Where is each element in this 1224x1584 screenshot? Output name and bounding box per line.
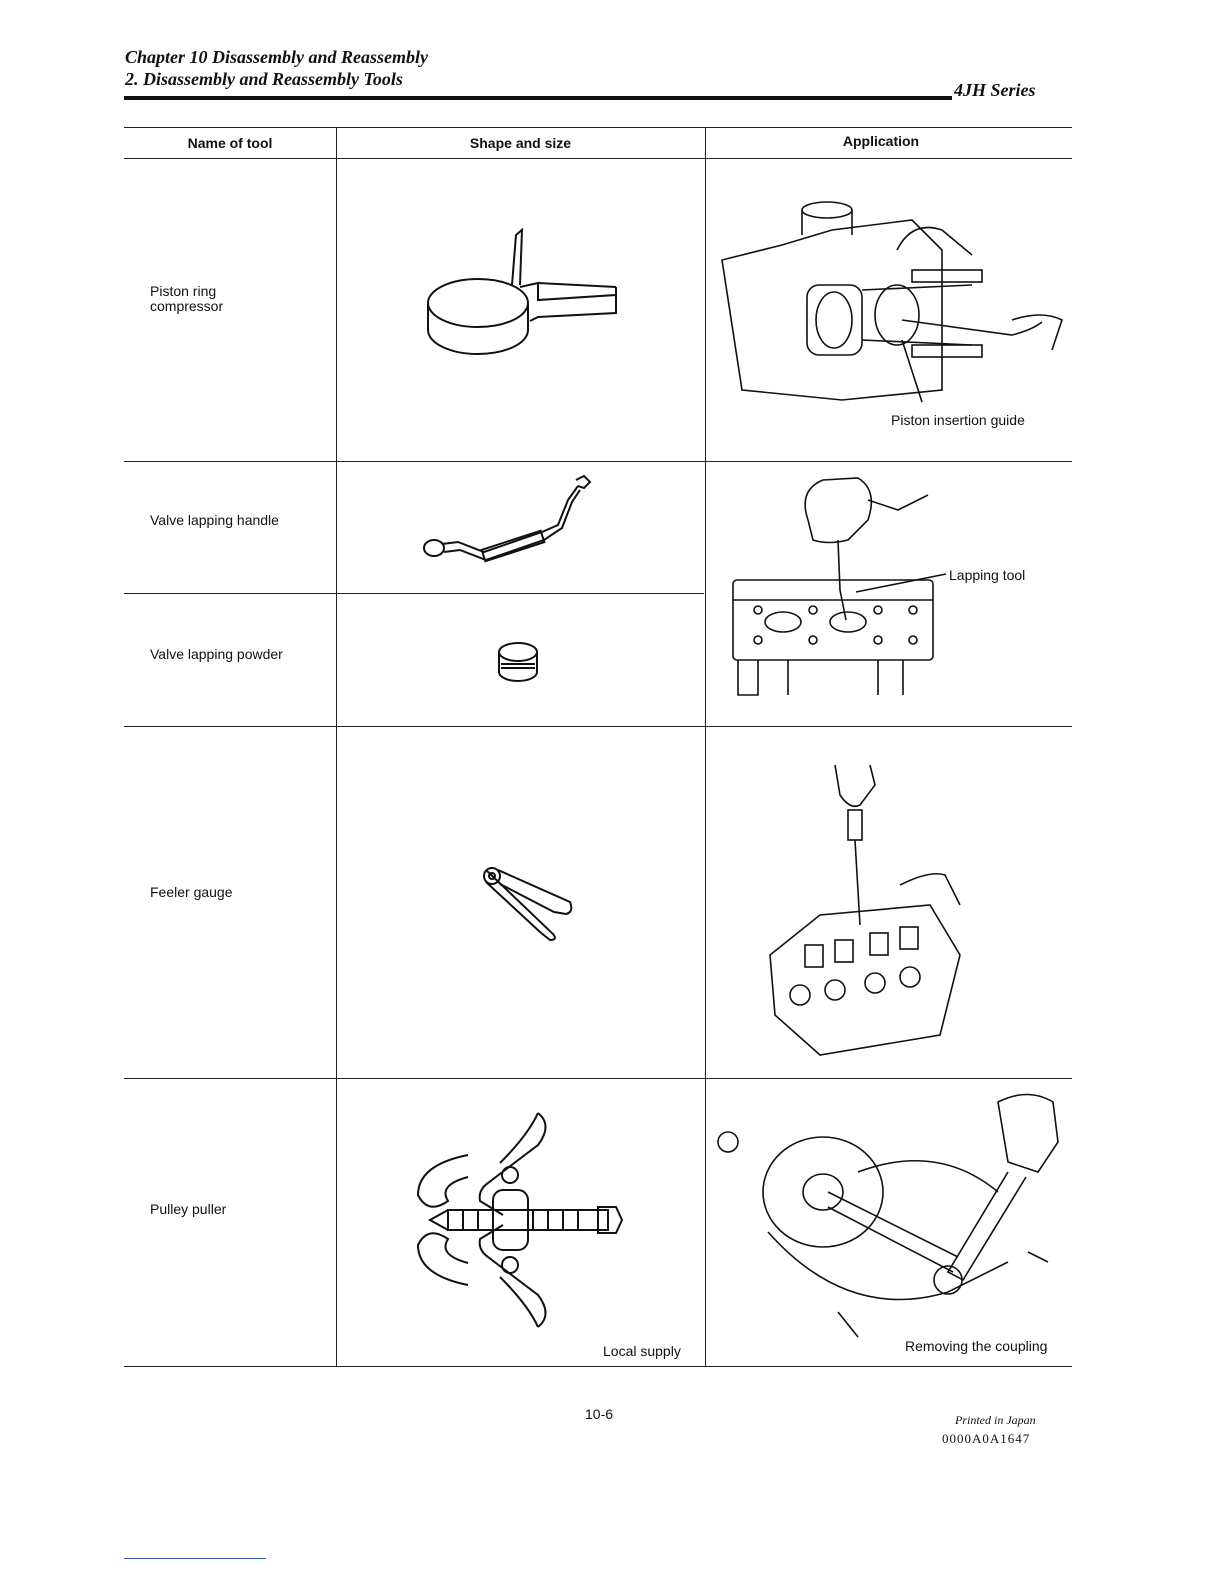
footer-line: [124, 1558, 266, 1559]
row-rule-2: [124, 593, 704, 594]
row-rule-4: [124, 1078, 1072, 1079]
pulley-puller-drawing: [408, 1105, 628, 1335]
piston-ring-compressor-drawing: [420, 225, 620, 375]
table-top-rule: [124, 127, 1072, 128]
section-title: 2. Disassembly and Reassembly Tools: [125, 69, 403, 89]
caption-lapping-tool: Lapping tool: [949, 567, 1026, 583]
col-header-name: Name of tool: [187, 135, 273, 151]
col-header-application: Application: [842, 133, 920, 149]
caption-removing-coupling: Removing the coupling: [905, 1338, 1048, 1354]
tool-name-valve-lapping-handle: Valve lapping handle: [150, 512, 279, 528]
caption-local-supply: Local supply: [603, 1343, 681, 1359]
coupling-removal-illustration: [708, 1082, 1073, 1337]
row-rule-1: [124, 461, 1072, 462]
tool-name-pulley-puller: Pulley puller: [150, 1201, 227, 1217]
feeler-gauge-drawing: [478, 860, 578, 945]
table-head-rule: [124, 158, 1072, 159]
series-label: 4JH Series: [954, 80, 1036, 100]
valve-lapping-powder-drawing: [495, 640, 545, 685]
header-rule: [124, 96, 952, 100]
caption-piston-insertion-guide: Piston insertion guide: [891, 412, 1025, 428]
chapter-title: Chapter 10 Disassembly and Reassembly: [125, 47, 429, 67]
page-number: 10-6: [585, 1406, 614, 1422]
lapping-tool-illustration: [728, 470, 953, 710]
tool-name-piston-ring-compressor: Piston ring compressor: [150, 283, 224, 314]
document-code: 0000A0A1647: [942, 1431, 1031, 1446]
printed-in-japan: Printed in Japan: [955, 1413, 1036, 1427]
row-rule-3: [124, 726, 1072, 727]
tool-name-valve-lapping-powder: Valve lapping powder: [150, 646, 283, 662]
piston-insertion-illustration: [712, 190, 1067, 410]
feeler-gauge-application-illustration: [760, 755, 970, 1060]
col-header-shape: Shape and size: [469, 135, 572, 151]
tool-name-feeler-gauge: Feeler gauge: [150, 884, 233, 900]
col-divider-2: [705, 127, 706, 1366]
table-bottom-rule: [124, 1366, 1072, 1367]
valve-lapping-handle-drawing: [420, 470, 595, 565]
col-divider-1: [336, 127, 337, 1366]
